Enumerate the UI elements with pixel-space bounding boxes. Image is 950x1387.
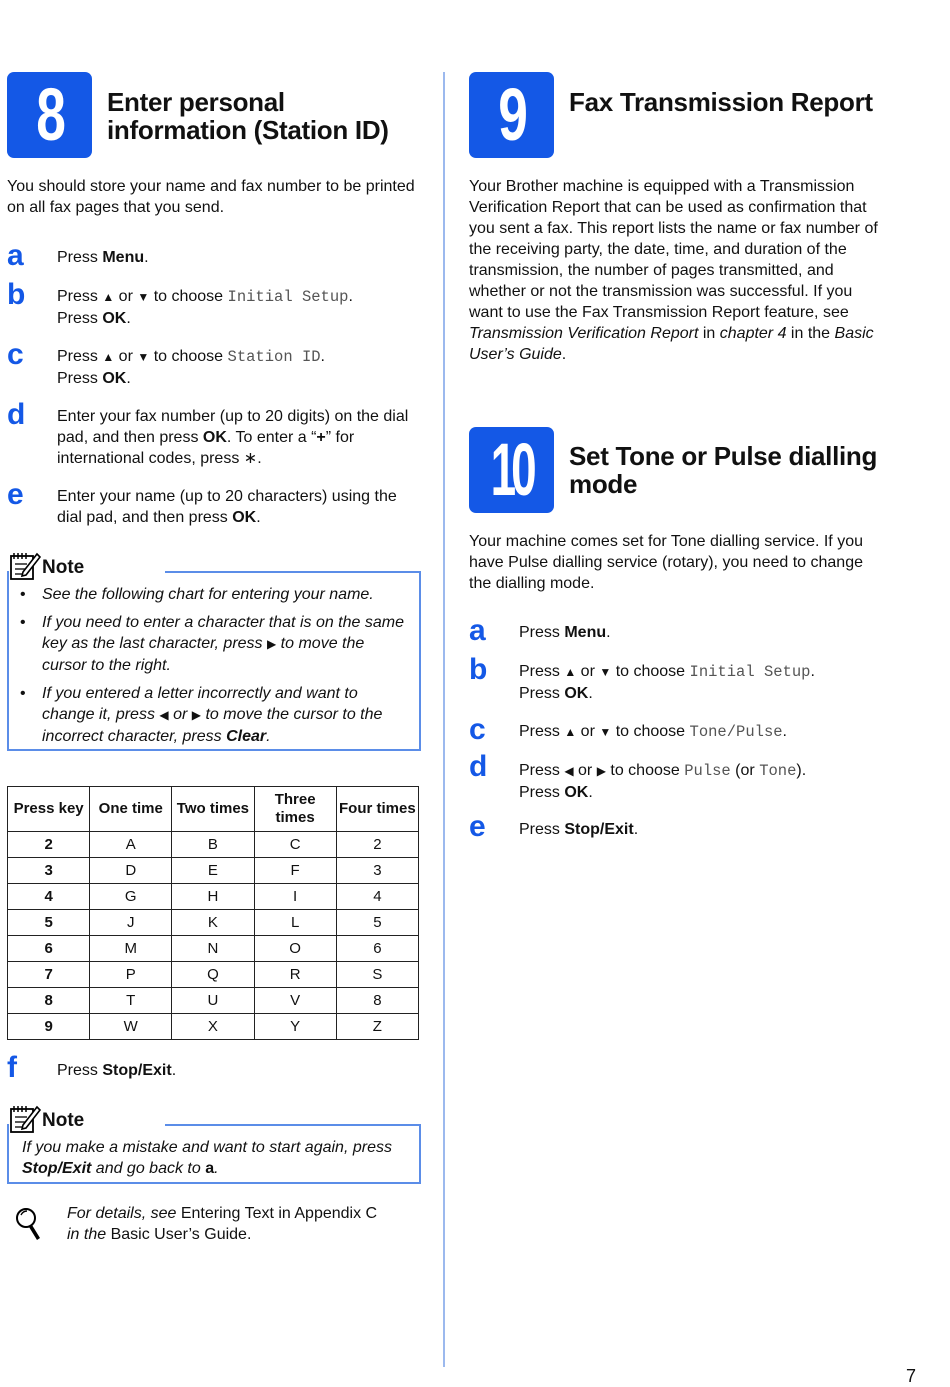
table-cell: Q [172, 962, 254, 988]
table-cell: U [172, 988, 254, 1014]
table-cell: 2 [336, 832, 418, 858]
step-8-title [107, 88, 389, 144]
table-cell: F [254, 858, 336, 884]
step-8-title-line2: information (Station ID) [107, 115, 389, 145]
table-row [8, 1014, 419, 1040]
table-header: Four times [336, 787, 418, 832]
table-cell: 4 [336, 884, 418, 910]
table-cell: N [172, 936, 254, 962]
step-8a-text: Press Menu. [57, 249, 149, 266]
table-header: One time [90, 787, 172, 832]
note-1-item: • If you need to enter a character that is on the same key as the last character, press ▶ to move the cursor to the right. [20, 614, 404, 674]
magnifier-icon [14, 1206, 44, 1242]
left-arrow-icon: ◀ [159, 708, 169, 722]
table-cell: R [254, 962, 336, 988]
step-9-title: Fax Transmission Report [569, 87, 873, 117]
table-cell: L [254, 910, 336, 936]
step-10d-text: Press ◀ or ▶ to choose Pulse (or Tone). Press OK. [519, 762, 807, 801]
star-key-icon: ∗ [243, 450, 258, 467]
page-number: 7 [906, 1366, 917, 1386]
table-cell: Y [254, 1014, 336, 1040]
character-table [7, 786, 419, 1040]
table-cell: O [254, 936, 336, 962]
table-header: Two times [172, 787, 254, 832]
step-letter-a: a [7, 239, 24, 272]
table-row [8, 962, 419, 988]
table-cell: G [90, 884, 172, 910]
column-divider [443, 72, 445, 1367]
table-row [8, 884, 419, 910]
table-cell: D [90, 858, 172, 884]
table-header: Three times [254, 787, 336, 832]
up-arrow-icon: ▲ [564, 665, 577, 679]
note-2-content: If you make a mistake and want to start again, press Stop/Exit and go back to a. [22, 1139, 392, 1177]
step-10-number: 10 [490, 428, 533, 511]
table-row [8, 910, 419, 936]
step-8-badge [7, 72, 92, 158]
step-8d-text: Enter your fax number (up to 20 digits) on the dial pad, and then press OK. To enter a “+” for international codes, press ∗. [57, 408, 409, 467]
down-arrow-icon: ▼ [137, 350, 150, 364]
table-cell: P [90, 962, 172, 988]
step-letter-f: f [7, 1051, 17, 1084]
table-cell: 8 [336, 988, 418, 1014]
table-cell: 2 [8, 832, 90, 858]
note-1-content [20, 584, 412, 747]
table-row [8, 988, 419, 1014]
step-letter-c: c [7, 338, 24, 371]
table-cell: 6 [8, 936, 90, 962]
table-cell: 9 [8, 1014, 90, 1040]
note-2-label: Note [42, 1110, 85, 1131]
step-10-title-line2: mode [569, 469, 638, 499]
table-cell: 4 [8, 884, 90, 910]
step-9-badge [469, 72, 554, 158]
step-8b-text: Press ▲ or ▼ to choose Initial Setup. Press OK. [57, 288, 353, 327]
step-letter-e: e [7, 478, 24, 511]
table-cell: 8 [8, 988, 90, 1014]
left-arrow-icon: ◀ [564, 764, 574, 778]
step-letter-c: c [469, 713, 486, 746]
step-letter-d: d [7, 398, 26, 431]
table-cell: B [172, 832, 254, 858]
down-arrow-icon: ▼ [137, 290, 150, 304]
note-1-label: Note [42, 557, 85, 578]
step-letter-d: d [469, 750, 488, 783]
table-cell: W [90, 1014, 172, 1040]
step-9-body: Your Brother machine is equipped with a Transmission Verification Report that can be used as confirmation that you sent a fax. This report lists the name or fax number of the receiving party, the date, time, and duration of the transmission, the number of pages transmitted, and whether or not the transmission was successful. If you want to use the Fax Transmission Report feature, see Transmission Verification Report in chapter 4 in the Basic User’s Guide. [469, 178, 878, 363]
step-10-badge [469, 427, 554, 513]
up-arrow-icon: ▲ [102, 290, 115, 304]
table-cell: X [172, 1014, 254, 1040]
table-cell: 7 [8, 962, 90, 988]
table-cell: 5 [336, 910, 418, 936]
step-letter-a: a [469, 614, 486, 647]
table-cell: V [254, 988, 336, 1014]
table-cell: 3 [8, 858, 90, 884]
step-9-number: 9 [498, 73, 525, 156]
step-10-intro: Your machine comes set for Tone dialling service. If you have Pulse dialling service (rotary), you need to change the dialling mode. [469, 533, 863, 592]
table-cell: J [90, 910, 172, 936]
up-arrow-icon: ▲ [102, 350, 115, 364]
table-cell: E [172, 858, 254, 884]
table-cell: T [90, 988, 172, 1014]
up-arrow-icon: ▲ [564, 725, 577, 739]
right-arrow-icon: ▶ [267, 637, 277, 651]
table-cell: Z [336, 1014, 418, 1040]
table-cell: 5 [8, 910, 90, 936]
step-10c-text: Press ▲ or ▼ to choose Tone/Pulse. [519, 723, 787, 741]
table-row [8, 832, 419, 858]
note-1-item: • See the following chart for entering your name. [20, 586, 374, 603]
step-8-number: 8 [36, 73, 63, 156]
step-10a-text: Press Menu. [519, 624, 611, 641]
table-cell: I [254, 884, 336, 910]
table-cell: M [90, 936, 172, 962]
table-cell: K [172, 910, 254, 936]
down-arrow-icon: ▼ [599, 665, 612, 679]
step-8e-text: Enter your name (up to 20 characters) using the dial pad, and then press OK. [57, 488, 397, 526]
step-8c-text: Press ▲ or ▼ to choose Station ID. Press OK. [57, 348, 325, 387]
table-cell: 3 [336, 858, 418, 884]
step-8-title-line1: Enter personal [107, 87, 285, 117]
table-header-row [8, 787, 419, 832]
step-letter-b: b [7, 278, 26, 311]
step-10b-text: Press ▲ or ▼ to choose Initial Setup. Press OK. [519, 663, 815, 702]
table-cell: S [336, 962, 418, 988]
table-row [8, 936, 419, 962]
right-arrow-icon: ▶ [596, 764, 606, 778]
table-cell: 6 [336, 936, 418, 962]
table-header: Press key [8, 787, 90, 832]
table-cell: A [90, 832, 172, 858]
step-8-intro: You should store your name and fax number to be printed on all fax pages that you send. [7, 178, 415, 216]
table-row [8, 858, 419, 884]
step-10-title-line1: Set Tone or Pulse dialling [569, 441, 878, 471]
table-cell: H [172, 884, 254, 910]
note-1-item: • If you entered a letter incorrectly and want to change it, press ◀ or ▶ to move the cursor to the incorrect character, press Clear. [20, 685, 383, 745]
reference-text: For details, see Entering Text in Appendix C in the Basic User’s Guide. [67, 1205, 378, 1243]
table-cell: C [254, 832, 336, 858]
step-letter-b: b [469, 653, 488, 686]
step-10e-text: Press Stop/Exit. [519, 821, 639, 838]
down-arrow-icon: ▼ [599, 725, 612, 739]
step-letter-e: e [469, 810, 486, 843]
right-arrow-icon: ▶ [191, 708, 201, 722]
step-8f-text: Press Stop/Exit. [57, 1062, 177, 1079]
step-10-title [569, 442, 877, 498]
